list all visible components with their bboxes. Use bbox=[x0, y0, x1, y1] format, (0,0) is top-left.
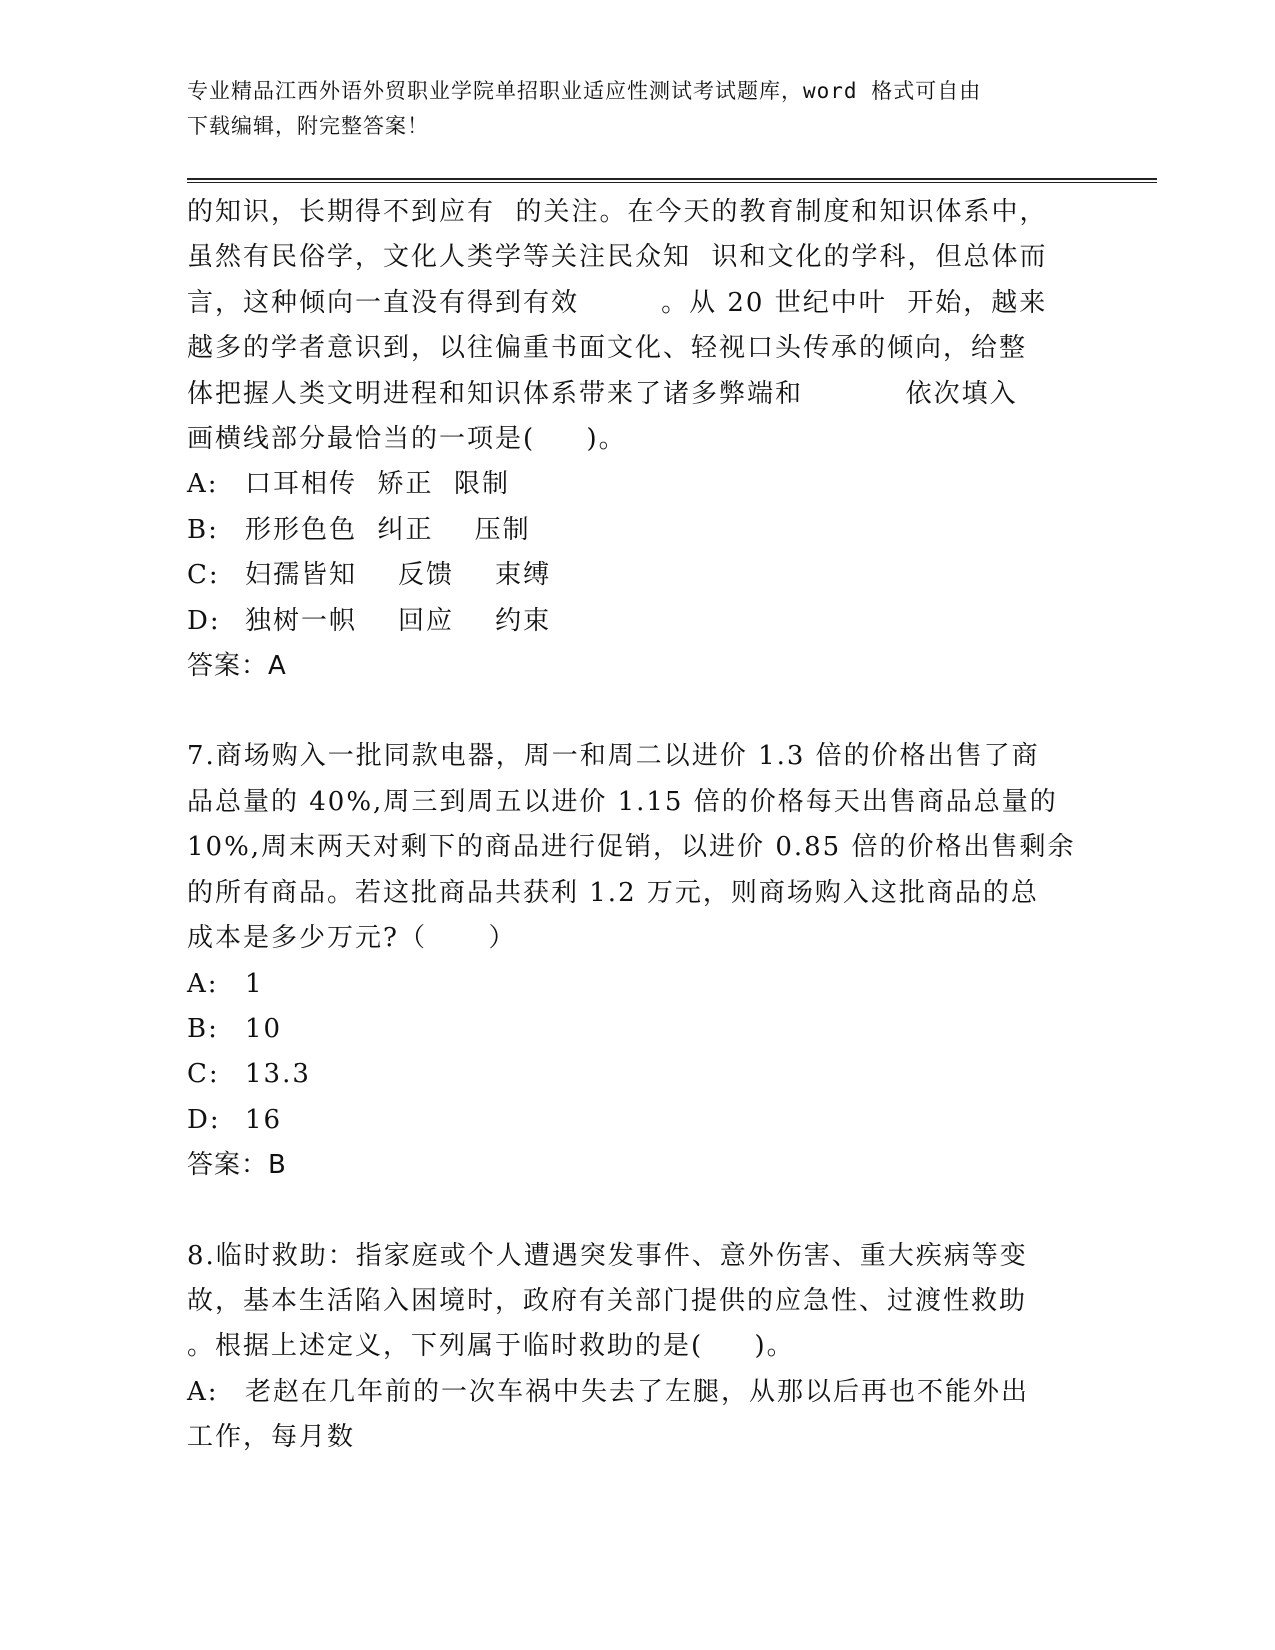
question-text-line: 体把握人类文明进程和知识体系带来了诸多弊端和 依次填入 bbox=[187, 378, 1018, 409]
option-letter: C: bbox=[187, 1059, 220, 1090]
question-8 bbox=[187, 1234, 1087, 1461]
question-text-line: 故，基本生活陷入困境时，政府有关部门提供的应急性、过渡性救助 bbox=[187, 1285, 1028, 1316]
question-text-line: 越多的学者意识到，以往偏重书面文化、轻视口头传承的倾向，给整 bbox=[187, 333, 1028, 364]
option-text: 独树一帜 回应 约束 bbox=[245, 605, 552, 636]
option-text: 口耳相传 矫正 限制 bbox=[245, 469, 511, 500]
question-text-line: 成本是多少万元?（ ） bbox=[187, 923, 517, 954]
question-text-line: 的所有商品。若这批商品共获利 1.2 万元，则商场购入这批商品的总 bbox=[187, 877, 1039, 908]
option-letter: B: bbox=[187, 514, 219, 545]
option-d bbox=[187, 599, 1087, 644]
option-c bbox=[187, 1052, 1087, 1097]
option-b bbox=[187, 1007, 1087, 1052]
question-text-line: 画横线部分最恰当的一项是( )。 bbox=[187, 424, 627, 455]
answer: 答案：A bbox=[187, 651, 287, 682]
option-d bbox=[187, 1098, 1087, 1143]
question-text-line: 言，这种倾向一直没有得到有效 。从 20 世纪中叶 开始，越来 bbox=[187, 287, 1048, 318]
option-text: 妇孺皆知 反馈 束缚 bbox=[245, 560, 552, 591]
answer: 答案：B bbox=[187, 1150, 287, 1181]
header-line-2: 下载编辑，附完整答案！ bbox=[187, 114, 429, 138]
option-a bbox=[187, 1370, 1087, 1415]
option-continuation: 工作，每月数 bbox=[187, 1422, 356, 1453]
question-text-line: 的知识，长期得不到应有 的关注。在今天的教育制度和知识体系中， bbox=[187, 197, 1048, 227]
option-text: 13.3 bbox=[245, 1059, 311, 1090]
option-text: 老赵在几年前的一次车祸中失去了左腿，从那以后再也不能外出 bbox=[245, 1376, 1030, 1407]
question-text-line: 。根据上述定义，下列属于临时救助的是( )。 bbox=[187, 1331, 795, 1362]
page-header bbox=[187, 74, 1067, 144]
question-7 bbox=[187, 734, 1087, 1188]
option-letter: A: bbox=[187, 469, 219, 500]
option-letter: C: bbox=[187, 560, 220, 591]
question-6 bbox=[187, 190, 1087, 689]
option-text: 16 bbox=[245, 1104, 283, 1135]
option-c bbox=[187, 553, 1087, 598]
question-text-line: 品总量的 40%,周三到周五以进价 1.15 倍的价格每天出售商品总量的 bbox=[187, 786, 1058, 817]
option-text: 形形色色 纠正 压制 bbox=[245, 514, 531, 545]
option-letter: A: bbox=[187, 1376, 219, 1407]
question-text-line: 8.临时救助：指家庭或个人遭遇突发事件、意外伤害、重大疾病等变 bbox=[187, 1240, 1028, 1271]
question-text-line: 7.商场购入一批同款电器，周一和周二以进价 1.3 倍的价格出售了商 bbox=[187, 741, 1040, 772]
option-letter: A: bbox=[187, 968, 219, 999]
option-text: 10 bbox=[245, 1013, 283, 1044]
option-b bbox=[187, 508, 1087, 553]
option-text: 1 bbox=[245, 968, 264, 999]
header-line-1: 专业精品江西外语外贸职业学院单招职业适应性测试考试题库，word 格式可自由 bbox=[187, 79, 982, 103]
option-a bbox=[187, 962, 1087, 1007]
option-letter: D: bbox=[187, 1104, 221, 1135]
question-text-line: 10%,周末两天对剩下的商品进行促销，以进价 0.85 倍的价格出售剩余 bbox=[187, 832, 1076, 863]
option-letter: B: bbox=[187, 1013, 219, 1044]
option-a bbox=[187, 462, 1087, 507]
question-text-line: 虽然有民俗学，文化人类学等关注民众知 识和文化的学科，但总体而 bbox=[187, 242, 1048, 273]
header-divider bbox=[187, 178, 1157, 183]
document-body bbox=[187, 190, 1087, 1461]
option-letter: D: bbox=[187, 605, 221, 636]
